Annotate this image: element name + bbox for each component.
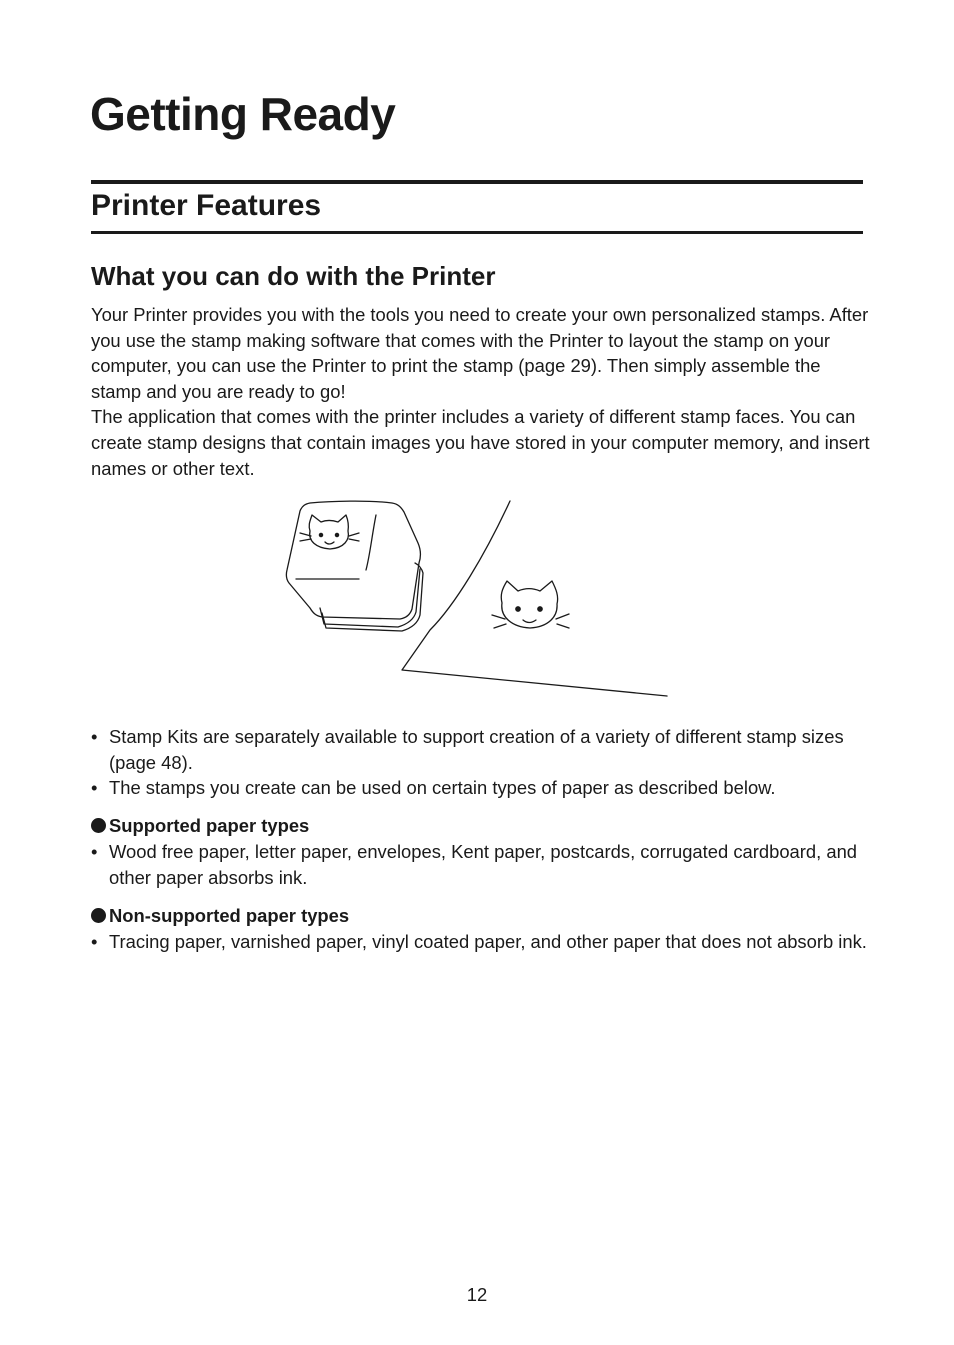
cat-face-print (492, 581, 569, 628)
supported-list (91, 839, 871, 890)
section-rule-bottom (91, 231, 863, 234)
cat-face-small (300, 515, 359, 549)
bullet-marker: • (91, 841, 98, 862)
non-supported-list (91, 929, 871, 955)
filled-circle-icon (91, 818, 106, 833)
paper-sheet (402, 501, 667, 696)
stamp-illustration (280, 495, 680, 705)
list-item-text: Stamp Kits are separately available to support creation of a variety of different stamp sizes (page 48). (109, 726, 844, 773)
intro-paragraph: Your Printer provides you with the tools you need to create your own personalized stamps. After you use the stamp making software that comes with the Printer to layout the stamp on your computer, you can use the Printer to print the stamp (page 29). Then simply assemble the stamp and you are ready to go! (91, 304, 869, 402)
supported-heading (91, 814, 309, 838)
list-item (91, 775, 871, 801)
stamp-top (286, 501, 420, 619)
supported-heading-text: Supported paper types (109, 815, 310, 836)
non-supported-heading-text: Non-supported paper types (109, 905, 350, 926)
subsection-title: What you can do with the Printer (91, 261, 496, 291)
intro-paragraph: The application that comes with the printer includes a variety of different stamp faces. You can create stamp designs that contain images you have stored in your computer memory, and insert names or other text. (91, 406, 870, 479)
list-item (91, 929, 871, 955)
list-item-text: Wood free paper, letter paper, envelopes, Kent paper, postcards, corrugated cardboard, and other paper absorbs ink. (109, 841, 858, 888)
page-number: 12 (466, 1284, 488, 1305)
intro-text (91, 302, 871, 481)
non-supported-heading (91, 904, 349, 928)
list-item (91, 839, 871, 890)
filled-circle-icon (91, 908, 106, 923)
list-item-text: The stamps you create can be used on certain types of paper as described below. (109, 777, 776, 799)
page-title: Getting Ready (90, 88, 396, 140)
bullet-marker: • (91, 777, 98, 799)
list-item-text: Tracing paper, varnished paper, vinyl coated paper, and other paper that does not absorb ink. (109, 931, 867, 952)
list-item (91, 724, 871, 775)
bullet-marker: • (91, 931, 98, 952)
bullet-marker: • (91, 726, 98, 747)
section-title: Printer Features (91, 189, 322, 222)
stamp-base (322, 563, 423, 631)
general-notes (91, 724, 871, 801)
section-rule-top (91, 180, 863, 184)
